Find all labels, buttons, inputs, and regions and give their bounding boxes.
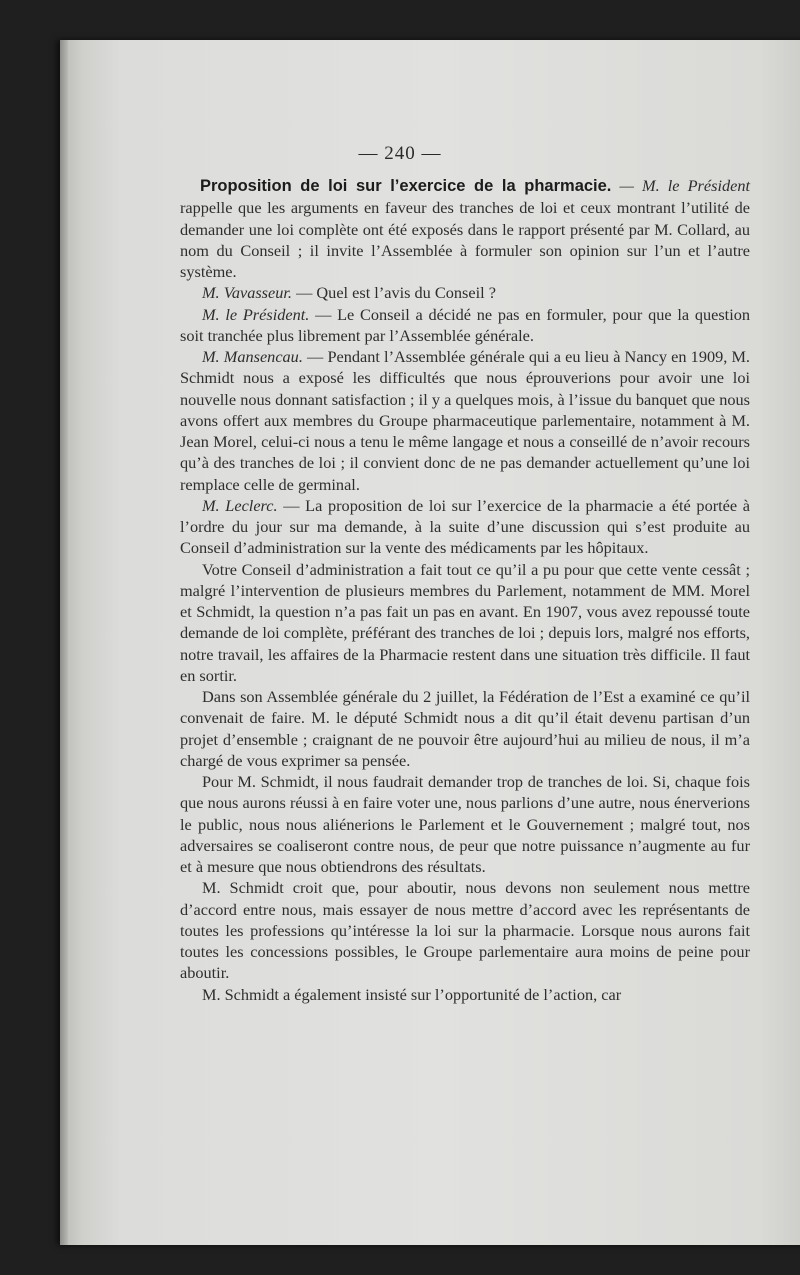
paragraph-text: Dans son Assemblée générale du 2 juillet, la Fédération de l’Est a examiné ce qu’il convenait de faire. M. le député Schmidt nous a dit qu’il était devenu partisan d’un projet d’ensemble ; craignant de ne pouvoir être aujourd’hui au milieu de nous, il m’a chargé de vous exprimer sa pensée. — [180, 687, 750, 770]
paragraph — [180, 495, 750, 559]
speaker-name: M. Vavasseur. — [202, 283, 292, 303]
paragraph-text: Pour M. Schmidt, il nous faudrait demander trop de tranches de loi. Si, chaque fois que nous aurons réussi à en faire voter une, nous parlions d’une autre, nous énerverions le public, nous nous aliénerions le Parlement et le Gouvernement ; malgré tout, nos adversaires se coaliseront contre nous, de peur que notre puissance n’augmente au fur et à mesure que nous obtiendrons des résultats. — [180, 772, 750, 876]
paragraph — [180, 771, 750, 877]
paragraph-text: — La proposition de loi sur l’exercice de la pharmacie a été portée à l’ordre du jour sur ma demande, à la suite d’une discussion qui s’est produite au Conseil d’administration sur la vente des médicaments par les hôpitaux. — [180, 495, 750, 558]
speaker-name: M. Mansencau. — [202, 347, 303, 366]
page-number: — 240 — — [358, 143, 442, 164]
paragraph — [180, 304, 750, 347]
paragraph — [180, 559, 750, 687]
paragraph — [180, 984, 750, 1005]
paragraph — [180, 686, 750, 771]
page-binding-edge — [60, 40, 68, 1245]
section-heading: Proposition de loi sur l’exercice de la pharmacie. — [200, 177, 612, 195]
speaker-name: M. Leclerc. — [202, 495, 278, 515]
paragraph-text: Votre Conseil d’administration a fait tout ce qu’il a pu pour que cette vente cessât ; malgré l’intervention de plusieurs membres du Parlement, notamment de MM. Morel et Schmidt, la question n’a pas fait un pas en avant. En 1907, vous avez repoussé toute demande de loi complète, préférant des tranches de loi ; depuis lors, malgré nos efforts, notre travail, les affaires de la Pharmacie restent dans une situation très difficile. Il faut en sortir. — [180, 559, 750, 685]
paragraph — [180, 282, 750, 303]
body-text — [180, 175, 750, 1005]
paragraph-text: — Quel est l’avis du Conseil ? — [292, 283, 496, 303]
paragraph-text: M. Schmidt croit que, pour aboutir, nous devons non seulement nous mettre d’accord entre nous, mais essayer de nous mettre d’accord avec les représentants de toutes les professions qu’intéresse la loi sur la pharmacie. Lorsque nous aurons fait toutes les concessions possibles, le Groupe parlementaire aura moins de peine pour aboutir. — [180, 878, 750, 983]
paragraph — [180, 175, 750, 282]
paragraph — [180, 346, 750, 495]
paragraph — [180, 877, 750, 983]
speaker-name: — M. le Président — [619, 176, 751, 195]
paragraph-text: — Pendant l’Assemblée générale qui a eu lieu à Nancy en 1909, M. Schmidt nous a exposé les difficultés que nous éprouverions pour avoir une loi nouvelle nous donnant satisfaction ; il y a quelques mois, à l’issue du banquet que nous avons offert aux membres du Groupe pharmaceutique parlementaire, notamment à M. Jean Morel, celui-ci nous a tenu le même langage et nous a conseillé de n’avoir recours qu’à des tranches de loi ; il convient donc de ne pas demander actuellement qu’une loi remplace celle de germinal. — [180, 347, 751, 494]
paragraph-text: rappelle que les arguments en faveur des tranches de loi et ceux montrant l’utilité de demander une loi complète ont été exposés dans le rapport présenté par M. Collard, au nom du Conseil ; il invite l’Assemblée à formuler son opinion sur l’un et l’autre système. — [180, 198, 750, 281]
paragraph-text: M. Schmidt a également insisté sur l’opportunité de l’action, car — [202, 984, 622, 1004]
paragraph-text: — Le Conseil a décidé ne pas en formuler, pour que la question soit tranchée plus librement par l’Assemblée générale. — [180, 304, 750, 345]
speaker-name: M. le Président. — [202, 304, 310, 324]
